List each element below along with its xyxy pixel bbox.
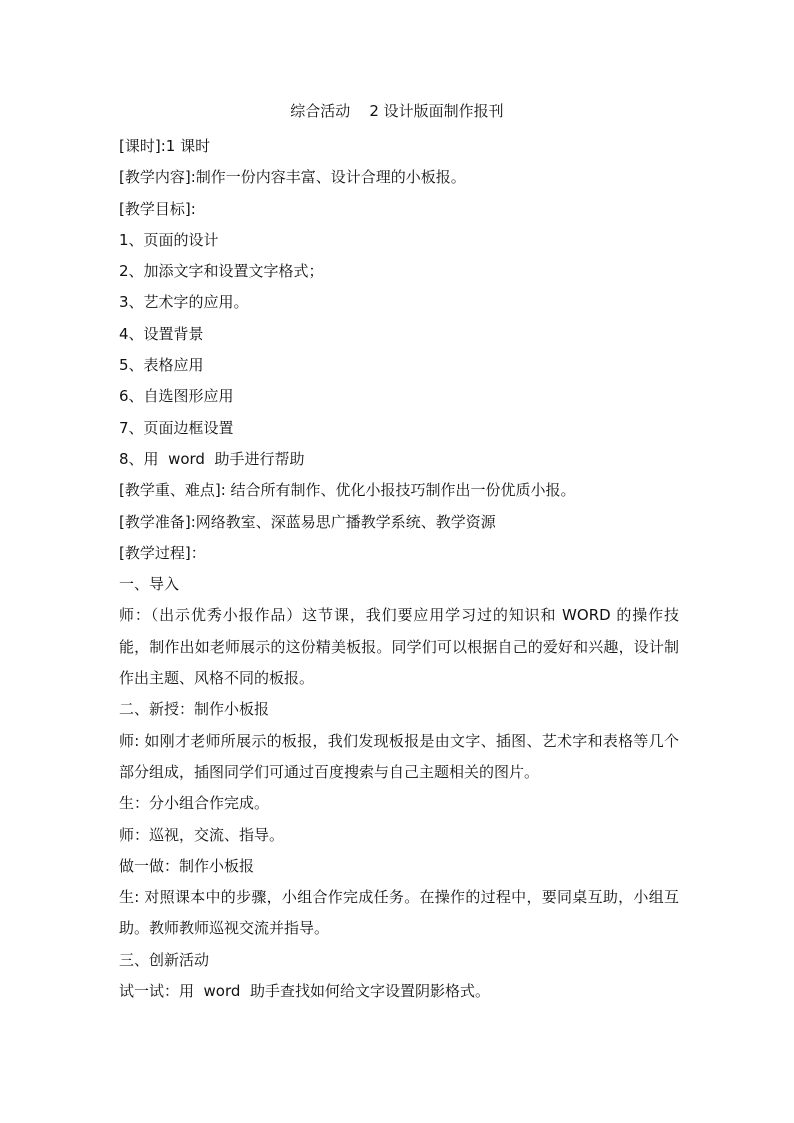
goal-item-3: 3、艺术字的应用。 bbox=[119, 293, 249, 312]
intro-paragraph: 师：（出示优秀小报作品）这节课，我们要应用学习过的知识和 WORD 的操作技能，制作出如老师展示的这份精美板报。同学们可以根据自己的爱好和兴趣，设计制作出主题、风格不同的板报。 bbox=[119, 606, 679, 688]
goal-item-6: 6、自选图形应用 bbox=[119, 387, 234, 406]
goal-item-8: 8、用 word 助手进行帮助 bbox=[119, 449, 305, 468]
lesson-hours: [课时]:1 课时 bbox=[119, 137, 211, 155]
goal-item-1: 1、页面的设计 bbox=[119, 230, 219, 249]
section-intro-heading: 一、导入 bbox=[119, 575, 180, 594]
section-new-lesson-heading: 二、新授：制作小板报 bbox=[119, 700, 270, 719]
teacher-explanation-paragraph: 师: 如刚才老师所展示的板报，我们发现板报是由文字、插图、艺术字和表格等几个部分组成，插图同学们可通过百度搜索与自己主题相关的图片。 bbox=[119, 731, 679, 781]
teaching-preparation: [教学准备]:网络教室、深蓝易思广播教学系统、教学资源 bbox=[119, 512, 496, 531]
goal-item-2: 2、加添文字和设置文字格式； bbox=[119, 262, 324, 281]
teaching-goals-heading: [教学目标]: bbox=[119, 199, 196, 218]
teaching-process-heading: [教学过程]： bbox=[119, 543, 206, 562]
document-title: 综合活动 2 设计版面制作报刊 bbox=[290, 102, 504, 120]
try-making-line: 做一做：制作小板报 bbox=[119, 856, 255, 875]
goal-item-5: 5、表格应用 bbox=[119, 356, 204, 375]
teacher-guide-line: 师：巡视，交流、指导。 bbox=[119, 825, 285, 844]
student-activity-line: 生：分小组合作完成。 bbox=[119, 794, 270, 813]
goal-item-7: 7、页面边框设置 bbox=[119, 418, 234, 437]
teaching-content: [教学内容]:制作一份内容丰富、设计合理的小板报。 bbox=[119, 168, 466, 187]
document-body bbox=[119, 131, 679, 1007]
section-innovation-heading: 三、创新活动 bbox=[119, 950, 210, 969]
key-difficult-points: [教学重、难点]: 结合所有制作、优化小报技巧制作出一份优质小报。 bbox=[119, 481, 576, 500]
trial-line: 试一试：用 word 助手查找如何给文字设置阴影格式。 bbox=[119, 982, 490, 1001]
goal-item-4: 4、设置背景 bbox=[119, 324, 204, 343]
student-task-paragraph: 生: 对照课本中的步骤，小组合作完成任务。在操作的过程中，要同桌互助，小组互助。教师教师巡视交流并指导。 bbox=[119, 888, 679, 938]
